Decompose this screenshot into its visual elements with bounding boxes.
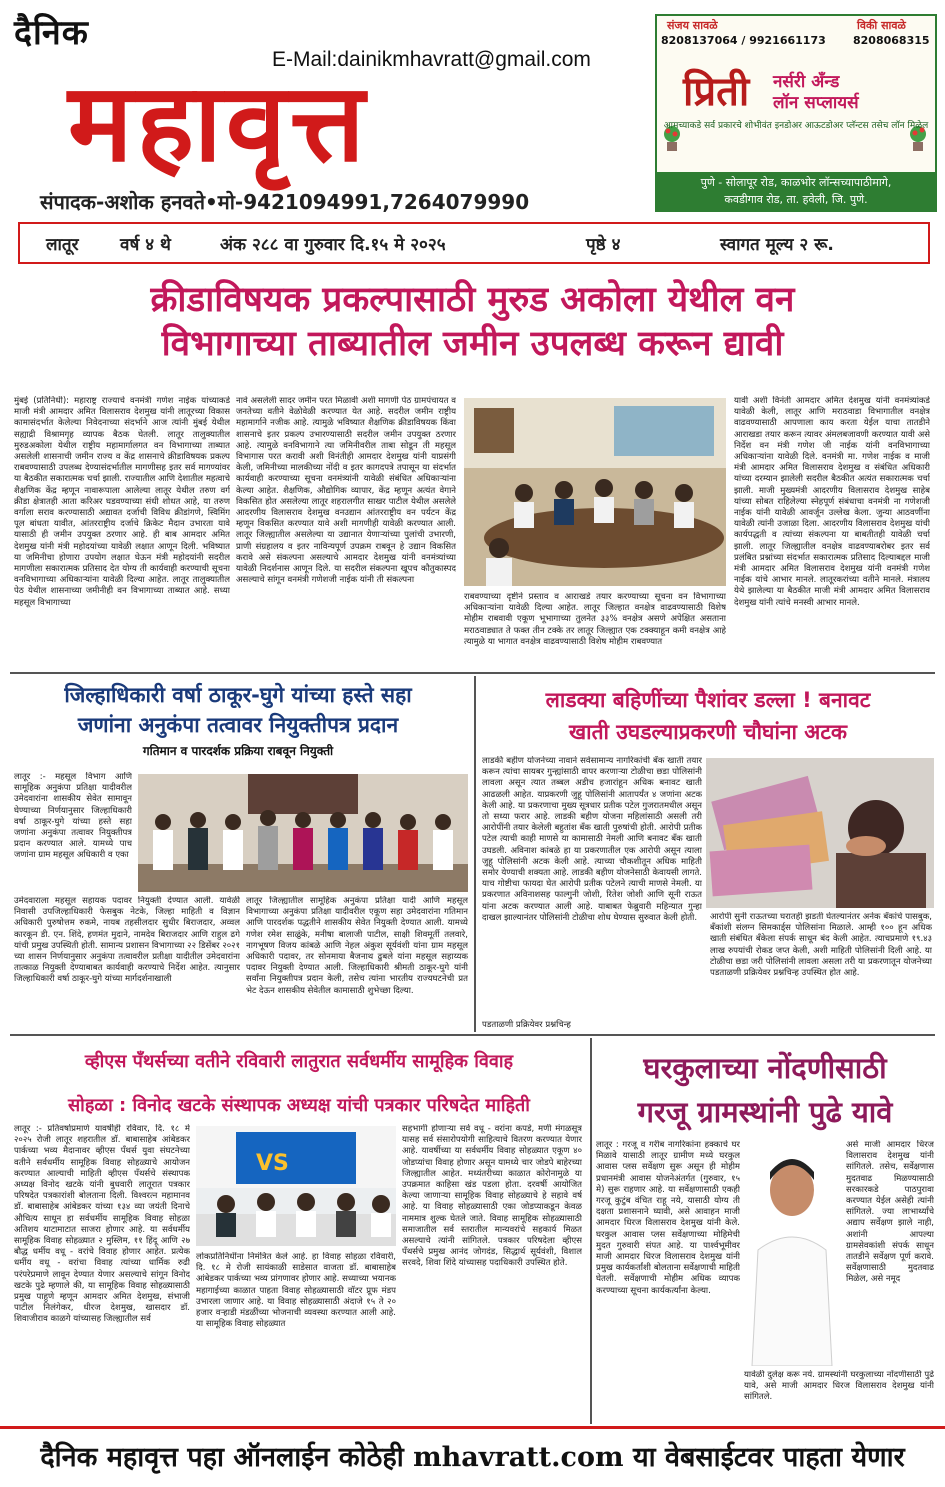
story5-portrait-photo bbox=[744, 1140, 840, 1366]
story3-currency-photo bbox=[706, 758, 934, 908]
ad-tagline bbox=[773, 72, 859, 114]
footer-website-text: दैनिक महावृत्त पहा ऑनलाईन कोठेही mhavratt.com या वेबसाईटवर पाहता येणार bbox=[40, 1442, 905, 1473]
ad-name-right: विकी सावळे bbox=[857, 19, 906, 32]
masthead-email: E-Mail:dainikmhavratt@gmail.com bbox=[272, 48, 591, 71]
issue-city: लातूर bbox=[46, 235, 79, 255]
masthead-editor: संपादक-अशोक हनवते•मो-9421094991,7264079990 bbox=[40, 190, 530, 214]
ad-tagline-1: नर्सरी अँन्ड bbox=[773, 72, 840, 92]
ad-name-left: संजय सावळे bbox=[667, 19, 718, 32]
issue-year: वर्ष ४ थे bbox=[120, 235, 171, 255]
ad-address bbox=[657, 172, 935, 210]
story3-headline bbox=[478, 684, 938, 748]
story1-meeting-photo bbox=[464, 398, 726, 586]
story4-column-2: लोकप्रतिनिधींना निमंत्रित केले आहे. हा विवाह सोहळा रविवारी, दि. १८ मे रोजी सायंकाळी साडेसात वाजता डॉ. बाबासाहेब आंबेडकर पार्कच्या भव्य प्रांगणावर होणार आहे. सध्याच्या भयानक महागाईच्या काळात पाहता विवाह सोहळ्यासाठी वॉटर प्रूफ मंडप उभारला जाणार आहे. या विवाह सोहळ्यासाठी अंदाजे १५ ते २० हजार वऱ्हाडी मंडळींच्या भोजनाची व्यवस्था करण्यात आली आहे. या सामूहिक विवाह सोहळ्यात bbox=[196, 1252, 396, 1330]
story1-headline-1: क्रीडाविषयक प्रकल्पासाठी मुरुड अकोला येथील वन bbox=[150, 280, 795, 320]
issue-number-date: अंक २८८ वा गुरुवार दि.१५ मे २०२५ bbox=[220, 235, 446, 255]
story2-subhead: गतिमान व पारदर्शक प्रक्रिया राबवून नियुक्ती bbox=[142, 744, 334, 758]
story4-headline bbox=[10, 1040, 588, 1128]
ad-tagline-2: लॉन सप्लायर्स bbox=[773, 93, 859, 113]
story1-column-4: यावी अशी विनंती आमदार अमित देशमुख यांनी वनमंत्र्यांकडे यावेळी केली, लातूर आणि मराठवाडा विभागातील वनक्षेत्र वाढवण्यासाठी आपणाला काय करता येईल याचा तातडीने आराखडा तयार करून त्यावर अंमलबजावणी करण्यात यावी असे निर्देश वन मंत्री गणेश जी नाईक यांनी वनविभागाच्या अधिकाऱ्यांना यावेळी दिले. वनमंत्री मा. गणेश नाईक व माजी मंत्री आमदार अमित विलासराव देशमुख व संबंधित अधिकारी यांच्या दरम्यान झालेली सदरील बैठकीत अत्यंत सकारात्मक चर्चा झाली. माजी मुख्यमंत्री आदरणीय विलासराव देशमुख साहेब यांच्या सोबत राहिलेल्या स्नेहपूर्ण संबंधाचा वनमंत्री ना गणेशजी नाईक यांनी यावेळी आवर्जून उल्लेख केला. जुन्या आठवणींना यावेळी त्यांनी उजाळा दिला. आदरणीय विलासराव देशमुख यांची कार्यपद्धती व त्यांच्या संकल्पना या बाबतीतही यावेळी चर्चा झाली. लातूर जिल्ह्यातील वनक्षेत्र वाढवण्याबरोबर इतर सर्व प्रलंबित प्रश्नांच्या संदर्भात सकारात्मक प्रतिसाद दिल्याबद्दल माजी मंत्री आमदार अमित विलासराव देशमुख यांनी वनमंत्री गणेश नाईक यांचे आभार मानले. लातूरकरांच्या वतीने मानले. मंत्रालय येथे झालेल्या या बैठकीत माजी मंत्री आमदार अमित विलासराव देशमुख यांनी त्यांचे मनस्वी आभार मानले. bbox=[734, 396, 930, 608]
issue-info-bar bbox=[18, 222, 930, 264]
ad-address-1: पुणे - सोलापूर रोड, काळभोर लॉन्सच्यापाठीमागे, bbox=[700, 176, 892, 189]
story5-headline bbox=[592, 1046, 938, 1134]
divider bbox=[10, 1034, 935, 1036]
story3-headline-2: खाती उघडल्याप्रकरणी चौघांना अटक bbox=[568, 720, 848, 744]
svg-text:VS: VS bbox=[256, 1151, 289, 1176]
story4-headline-1: व्हीएस पँथर्सच्या वतीने रविवारी लातुरात सर्वधर्मीय सामूहिक विवाह bbox=[84, 1051, 514, 1072]
story2-headline-2: जणांना अनुकंपा तत्वावर नियुक्तीपत्र प्रदान bbox=[77, 713, 399, 737]
divider bbox=[474, 676, 476, 1032]
story2-headline-1: जिल्हाधिकारी वर्षा ठाकूर-घुगे यांच्या हस्ते सहा bbox=[64, 683, 412, 707]
story2-headline bbox=[10, 680, 466, 740]
story4-press-photo bbox=[196, 1126, 396, 1246]
nursery-advertisement bbox=[655, 14, 937, 212]
story1-column-3: राबवण्याच्या दृष्टीने प्रस्ताव व आराखडे तयार करण्याच्या सूचना वन विभागाच्या अधिकाऱ्यांना यावेळी दिल्या आहेत. लातूर जिल्हात वनक्षेत्र वाढवण्यासाठी विशेष मोहीम राबवावी एकूण भूभागाच्या तुलनेत ३३% वनक्षेत्र असणे अपेक्षित असताना मराठवाड्यात ते फक्त तीन टक्के तर लातूर जिल्ह्यात एक टक्क्याहून कमी वनक्षेत्र आहे त्यामुळे या भागात वनक्षेत्र वाढवण्यासाठी विशेष मोहीम राबवण्यात bbox=[464, 592, 726, 647]
story1-headline-2: विभागाच्या ताब्यातील जमीन उपलब्ध करून द्यावी bbox=[161, 324, 784, 364]
story2-appointment-photo bbox=[138, 774, 468, 892]
story5-column-1: लातूर : गरजू व गरीब नागरिकांना हक्काचे घर मिळावे यासाठी लातूर ग्रामीण मध्ये घरकुल आवास प्लस सर्वेक्षण सुरू असून ही मोहीम प्रधानमंत्री आवास योजनेअंतर्गत (गुरुवार, १५ मे) सुरू राहणार आहे. या सर्वेक्षणासाठी एकही गरजू कुटुंब वंचित राहू नये, यासाठी योग्य ती दक्षता प्रशासनाने घ्यावी, असे आवाहन माजी आमदार धिरज विलासराव देशमुख यांनी केले. घरकुल आवास प्लस सर्वेक्षणाच्या मोहिमेची मुदत गुरुवारी संपत आहे. या पार्श्वभूमीवर माजी आमदार धिरज विलासराव देशमुख यांनी प्रमुख कार्यकर्तांशी बोलताना सर्वेक्षणाची माहिती घेतली. सर्वेक्षणाची मोहीम अधिक व्यापक करण्याच्या सूचना कार्यकर्त्यांना केल्या. bbox=[596, 1140, 740, 1296]
story1-column-1: मुंबई (प्रतिनिधी): महाराष्ट्र राज्याचे वनमंत्री गणेश नाईक यांच्याकडे माजी मंत्री आमदार अमित विलासराव देशमुख यांनी लातूरच्या विकास कामासंदर्भात केलेल्या निवेदनाच्या संदर्भाने आज त्यांनी मुंबई येथील सह्याद्री विश्रामगृह व्यापक बैठक घेतली. लातूर तालुक्यातील मुरुडअकोला येथील राष्ट्रीय महामार्गालगत वन विभागाच्या ताब्यात असलेली शासनाची जमीन राज्य व केंद्र शासनाचे क्रीडाविषयक प्रकल्प राबवण्यासाठी उपलब्ध देण्यासंदर्भातील मागणीसह इतर सर्व मागण्यांवर या बैठकीत सकारात्मक चर्चा झाली. राज्यातील आणि देशातील महत्वाचे शैक्षणिक केंद्र म्हणून नावारूपाला आलेल्या लातूर येथील तरुण वर्ग क्रीडा क्षेत्रातही आता करिअर घडवण्याच्या संधी शोधत आहे, या तरुण वर्गाला सराव करण्यासाठी अद्यावत दर्जाची विविध क्रीडांगणे, स्विमिंग पूल बांधता यावीत, आंतरराष्ट्रीय दर्जाचे क्रिकेट मैदान उभारता यावे यासाठी ही जमीन उपयुक्त ठरणार आहे. ही बाब आमदार अमित देशमुख यांनी मंत्री महोदयांच्या यावेळी लक्षात आणून दिली. भविष्यात या जमिनीचा होणारा उपयोग लक्षात घेऊन मंत्री महोदयांनी सदरील मागणीला सकारात्मक प्रतिसाद देत योग्य ती कार्यवाही करण्याची सूचना वनविभागाच्या अधिकाऱ्यांना यावेळी दिल्या आहेत. लातूर तालुक्यातील पेठ येथील शासनाच्या जमीनीही वन विभागाच्या ताब्यात आहे. सध्या महसूल विभागाच्या bbox=[14, 396, 230, 608]
story2-column-2: लातूर जिल्ह्यातील सामूहिक अनुकंपा प्रतिक्षा यादी आणि महसूल विभागाच्या अनुकंपा प्रतिक्षा यादीवरील एकूण सहा उमेदवारांना गतिमान आणि पारदर्शक पद्धतीने शासकीय सेवेत नियुक्ती देण्यात आली. यामध्ये गणेश रमेश साळुंके, मनीषा बालाजी पाटील, साक्षी शिवमूर्ती तलवारे, नागभूषण विजय कांबळे आणि नेहल अंकुश सूर्यवंशी यांना ग्राम महसूल अधिकारी पदावर, तर सोनमाया बैजनाथ ढुबले यांना महसूल सहाय्यक पदावर नियुक्ती देण्यात आली. जिल्हाधिकारी श्रीमती ठाकूर-घुगे यांनी सर्वांना नियुक्तीपत्र प्रदान केली, तसेच त्यांना भारतीय राज्यघटनेची प्रत भेट देऊन शासकीय सेवेतील कामासाठी शुभेच्छा दिल्या. bbox=[246, 896, 468, 996]
story3-column-2: आरोपी सुनी राऊतच्या घरातही झडती घेतल्यानंतर अनेक बँकांचे पासबुक, बँकांशी संलग्न सिमकार्ड्स पोलिसांना मिळाले. आम्ही १०० हून अधिक खाती संबंधित बँकेला संपर्क साधून बंद केली आहेत. त्याचप्रमाणे १९.४३ लाख रुपयांची रोकड जप्त केली, अशी माहिती पोलिसांनी दिली आहे. या टोळीचा छडा जरी पोलिसांनी लावला असला तरी या प्रकरणातून योजनेच्या पडताळणी प्रक्रियेवर प्रश्नचिन्ह उपस्थित होत आहे. bbox=[710, 912, 932, 979]
divider bbox=[10, 672, 935, 674]
story5-column-2: असे माजी आमदार धिरज विलासराव देशमुख यांनी सांगितले. तसेच, सर्वेक्षणास मुदतवाढ मिळण्यासाठी सरकारकडे पाठपुरावा करण्यात येईल असेही त्यांनी सांगितले. ज्या लाभार्थ्यांचे अद्याप सर्वेक्षण झाले नाही, अशांनी आपल्या ग्रामसेवकांशी संपर्क साधून तातडीने सर्वेक्षण पूर्ण करावे. सर्वेक्षणासाठी मुदतवाढ मिळेल, असे नमूद bbox=[846, 1140, 934, 1285]
ad-description: आमच्याकडे सर्व प्रकारचे शोभीवंत इनडोअर आऊटडोअर प्लॅन्टस तसेच लॉन मिळेल bbox=[663, 121, 929, 131]
story4-column-3: सहभागी होणाऱ्या सर्व वधू - वरांना कपडे, मणी मंगळसूत्र यासह सर्व संसारोपयोगी साहित्याचे वितरण करण्यात येणार आहे. यावर्षीच्या या सर्वधर्मीय विवाह सोहळ्यात एकूण ४० जोडप्यांचा विवाह होणार असून यामध्ये चार जोडपे बाहेरच्या जिल्ह्यातील आहेत. मध्यंतरीच्या काळात कोरोनामुळे या उपक्रमात काहिसा खंड पडला होता. दरवर्षी आयोजित केल्या जाणाऱ्या सामूहिक विवाह सोहळ्याचे हे सहावे वर्ष आहे. या विवाह सोहळ्यासाठी एका जोडप्याकडून केवळ नाममात्र शुल्क घेतले जाते. विवाह सामूहिक सोहळ्यासाठी समाजातील सर्व स्तरातील मान्यवरांचे सहकार्य मिळत असल्याचे त्यांनी सांगितले. पत्रकार परिषदेला व्हीएस पँथर्सचे प्रमुख आनंद जोगदंड, सिद्धार्थ सूर्यवंशी, विशाल सरवदे, शिवा शिंदे यांच्यासह पदाधिकारी उपस्थित होते. bbox=[402, 1124, 582, 1269]
issue-pages: पृष्ठे ४ bbox=[586, 235, 621, 255]
story5-column-bottom: यावेळी दुर्लक्ष करू नये. ग्रामस्थांनी घरकुलाच्या नोंदणीसाठी पुढे यावे, असे माजी आमदार धिरज विलासराव देशमुख यांनी सांगितले. bbox=[744, 1370, 934, 1403]
story3-column-1: लाडकी बहीण योजनेच्या नावाने सर्वसामान्य नागरिकांची बँक खाती तयार करून त्यांचा सायबर गुन्ह्यांसाठी वापर करणाऱ्या टोळीचा छडा पोलिसांनी लावला असून त्यात तब्बल अडीच हजारांहून अधिक बनावट खाती आढळली आहेत. याप्रकरणी जुहू पोलिसांनी आतापर्यंत ४ जणांना अटक केली आहे. या प्रकरणाचा मुख्य सूत्रधार प्रतीक पटेल गुजरातमधील असून तो सध्या फरार आहे. लाडकी बहीण योजना महिलांसाठी असली तरी आरोपींनी तयार केलेली बहुतांश बँक खाती पुरुषांची होती. आरोपी प्रतीक पटेल त्याची काही माणसे या कामासाठी नेमली आणि बनावट बँक खाती उघडली. अविनाश कांबळे हा या प्रकरणातील एक आरोपी असून त्याला जुहू पोलिसांनी अटक केली आहे. त्याच्या चौकशीतून अधिक माहिती समोर येण्याची शक्यता आहे. लाडकी बहीण योजनेसाठी केवायसी लागते. याच गोष्टीचा फायदा घेत आरोपी प्रतीक पटेलने त्याची माणसे नेमली. या प्रकरणात अविनाशसह फाल्गुनी जोशी, रितेश जोशी आणि सूनी राऊत यांना अटक करण्यात आली आहे. याबाबत फेब्रुवारी महिन्यात गुन्हा दाखल झाल्यानंतर पोलिसांनी टोळीचा शोध घेण्यास सुरुवात केली होती. bbox=[482, 756, 702, 923]
story5-headline-1: घरकुलाच्या नोंदणीसाठी bbox=[643, 1051, 887, 1085]
masthead-daily: दैनिक bbox=[14, 13, 89, 53]
ad-phone-right: 8208068315 bbox=[853, 34, 930, 47]
ad-phone-left: 8208137064 / 9921661173 bbox=[661, 34, 826, 47]
issue-price: स्वागत मूल्य २ रू. bbox=[720, 235, 834, 255]
masthead-title: महावृत्त bbox=[68, 61, 369, 186]
ad-address-2: कवडीगाव रोड, ता. हवेली, जि. पुणे. bbox=[724, 193, 868, 206]
story4-headline-2: सोहळा : विनोद खटके संस्थापक अध्यक्ष यांची पत्रकार परिषदेत माहिती bbox=[68, 1095, 530, 1116]
footer-banner bbox=[0, 1426, 945, 1487]
story1-headline bbox=[0, 278, 945, 366]
ad-brand: प्रिती bbox=[683, 69, 750, 115]
story3-column-1-tail: पडताळणी प्रक्रियेवर प्रश्नचिन्ह bbox=[482, 1020, 571, 1030]
story1-column-2: नावे असलेली सादर जमीन परत मिळावी अशी मागणी पेठ ग्रामपंचायत व जनतेच्या वतीने वेळोवेळी करण्यात येत आहे. सदरील जमीन राष्ट्रीय महामार्गाने नजीक आहे. त्यामुळे भविष्यात शैक्षणिक क्रीडाविषयक किंवा शासनाचे इतर प्रकल्प उभारण्यासाठी सदरील जमीन उपयुक्त ठरणार आहे. त्यामुळे वनविभागाने त्या जमिनीवरील ताबा सोडून ती महसूल विभागास परत करावी अशी विनंतीही आमदार देशमुख यांनी याप्रसंगी केली, जमिनीच्या मालकीच्या नोंदी व इतर कागदपत्रे तपासून या संदर्भात कार्यवाही करण्याच्या सूचना वनमंत्र्यांनी यावेळी संबंधित अधिकाऱ्यांना केल्या आहेत. शैक्षणिक, औद्योगिक व्यापार, केंद्र म्हणून अत्यंत वेगाने विकसित होत असलेल्या लातूर शहरालगीत साखर पाटील येथील असलेले आदरणीय विलासराव देशमुख वनउद्यान आंतरराष्ट्रीय वन पर्यटन केंद्र म्हणून विकसित करण्यात यावे अशी मागणीही यावेळी करण्यात आली. लातूर जिल्ह्यातील असलेल्या या उद्यानात येणाऱ्यांच्या पुलांची उभारणी, प्राणी संग्रहालय व इतर नाविन्यपूर्ण उपक्रम राबवून हे उद्यान विकसित करावे असे संकल्पना असल्याचे आमदार देशमुख यांनी वनमंत्र्यांच्या यावेळी निदर्शनास आणून दिले. या सदरील संकल्पना खूपच कौतुकास्पद असल्याचे सांगून वनमंत्री गणेशजी नाईक यांनी ती संकल्पना bbox=[236, 396, 456, 586]
story4-column-1: लातूर :- प्रतिवर्षाप्रमाणे यावर्षीही रविवार, दि. १८ मे २०२५ रोजी लातूर शहरातील डॉ. बाबासाहेब आंबेडकर पार्कच्या भव्य मैदानावर व्हीएस पँथर्स युवा संघटनेच्या वतीने सर्वधर्मीय सामूहिक विवाह सोहळ्याचे आयोजन करण्यात आल्याची माहिती व्हीएस पँथर्सचे संस्थापक अध्यक्ष विनोद खटके यांनी बुधवारी लातूरात पत्रकार परिषदेत पत्रकारांशी बोलताना दिली. विश्वरत्न महामानव डॉ. बाबासाहेब आंबेडकर यांच्या १३४ व्या जयंती दिनाचे औचित्य साधून हा सर्वधर्मीय सामूहिक विवाह सोहळा अतिशय थाटामाटात साजरा होणार आहे. या सर्वधर्मीय सामूहिक विवाह सोहळ्यात २ मुस्लिम, ११ हिंदू आणि २७ बौद्ध धर्मीय वधू - वरांचे विवाह होणार आहेत. प्रत्येक धर्मीय वधू - वरांचा विवाह त्यांच्या धार्मिक रुढी परंपरेप्रमाणे लावून देण्यात येणार असल्याचे सांगून विनोद खटके पुढे म्हणाले की, या सामूहिक विवाह सोहळ्यासाठी प्रमुख पाहुणे म्हणून आमदार अमित देशमुख, संभाजी पाटील निलंगेकर, धीरज देशमुख, खासदार डॉ. शिवाजीराव काळगे यांच्यासह जिल्ह्यातील सर्व bbox=[14, 1124, 190, 1325]
story2-column-1-top: लातूर :- महसूल विभाग आणि सामूहिक अनुकंपा प्रतिक्षा यादीवरील उमेदवारांना शासकीय सेवेत सामावून घेण्याच्या निर्णयानुसार जिल्हाधिकारी वर्षा ठाकूर-घुगे यांच्या हस्ते सहा जणांना अनुकंपा तत्वावर नियुक्तीपत्र प्रदान करण्यात आले. यामध्ये पाच जणांना ग्राम महसूल अधिकारी व एका bbox=[14, 772, 132, 861]
story3-headline-1: लाडक्या बहिणींच्या पैशांवर डल्ला ! बनावट bbox=[545, 688, 871, 712]
story2-column-1-bottom: उमेदवाराला महसूल सहायक पदावर नियुक्ती देण्यात आली. यावेळी निवासी उपजिल्हाधिकारी फेसबुक नेटके, जिल्हा माहिती व विज्ञान अधिकारी पुरुषोत्तम रुकमे, नायब तहसीलदार सुधीर बिराजदार, अव्वल कारकून डी. एन. शिंदे, हणमंत मुदाने, नामदेव बिराजदार आणि राहुल ढगे यांची प्रमुख उपस्थिती होती. सामान्य प्रशासन विभागाच्या २२ डिसेंबर २०२१ च्या शासन निर्णयानुसार अनुकंपा तत्वावरील प्रतीक्षा यादीतील उमेदवारांना तात्काळ नियुक्ती देण्याबाबत कार्यवाही करण्याचे निर्देश आहेत. त्यानुसार जिल्हाधिकारी वर्षा ठाकूर-घुगे यांच्या मार्गदर्शनाखाली bbox=[14, 896, 240, 985]
story5-headline-2: गरजू ग्रामस्थांनी पुढे यावे bbox=[637, 1095, 893, 1129]
